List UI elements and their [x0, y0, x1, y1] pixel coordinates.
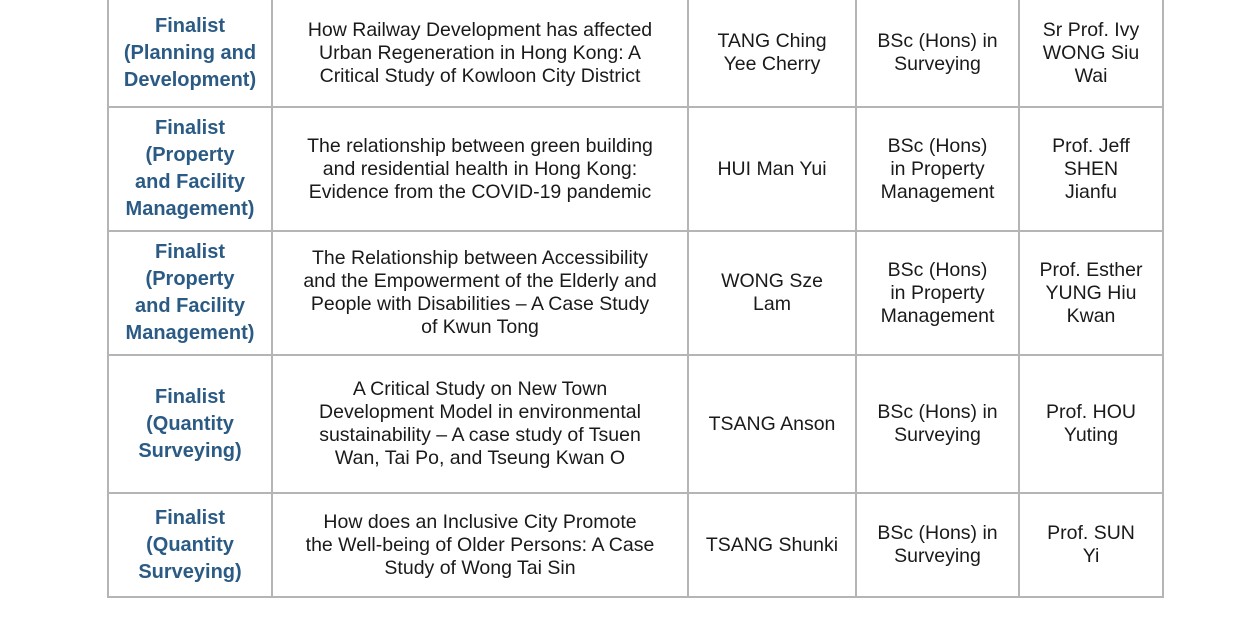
award-line: Management) [125, 198, 255, 220]
award-cell [108, 493, 272, 597]
award-line: Management) [125, 322, 255, 344]
supervisor-line: Wai [1074, 64, 1108, 87]
student-line: Lam [753, 293, 791, 315]
awards-table-body [108, 0, 1163, 597]
award-line: Finalist [154, 506, 225, 529]
supervisor-line: Prof. Jeff [1052, 134, 1130, 157]
supervisor-cell [1019, 493, 1163, 597]
project-title-cell [272, 107, 688, 231]
title-line: A Critical Study on New Town [352, 378, 608, 400]
supervisor-cell [1019, 107, 1163, 231]
award-line: Development) [123, 68, 257, 91]
title-line: Evidence from the COVID-19 pandemic [308, 180, 652, 203]
title-line: People with Disabilities – A Case Study [310, 293, 650, 315]
project-title-cell [272, 355, 688, 493]
supervisor-line: Sr Prof. Ivy [1042, 18, 1140, 41]
programme-cell [856, 231, 1019, 355]
supervisor-line: Prof. HOU [1046, 401, 1136, 423]
programme-line: BSc (Hons) in [877, 401, 998, 423]
project-title-cell [272, 0, 688, 107]
programme-cell [856, 0, 1019, 107]
programme-line: Surveying [894, 424, 981, 446]
programme-cell [856, 493, 1019, 597]
student-line: TANG Ching [717, 30, 827, 52]
student-name-cell [688, 493, 856, 597]
student-line: TSANG Anson [708, 412, 836, 435]
title-line: and residential health in Hong Kong: [322, 157, 638, 180]
title-line: Development Model in environmental [319, 401, 641, 423]
programme-line: Management [880, 304, 995, 327]
student-line: TSANG Shunki [705, 533, 839, 556]
student-name-cell [688, 0, 856, 107]
award-line: Finalist [154, 117, 225, 139]
supervisor-cell [1019, 0, 1163, 107]
title-line: Urban Regeneration in Hong Kong: A [319, 41, 641, 64]
programme-line: Surveying [894, 545, 981, 567]
title-line: of Kwun Tong [421, 316, 539, 338]
title-line: How Railway Development has affected [307, 18, 653, 41]
award-cell [108, 231, 272, 355]
supervisor-line: SHEN [1063, 157, 1119, 180]
project-title-cell [272, 231, 688, 355]
supervisor-cell [1019, 355, 1163, 493]
programme-line: in Property [890, 157, 985, 180]
programme-line: Surveying [894, 53, 981, 75]
programme-line: BSc (Hons) [887, 258, 988, 281]
supervisor-line: Yi [1082, 545, 1100, 567]
title-line: the Well-being of Older Persons: A Case [305, 533, 655, 556]
award-line: (Property [145, 144, 235, 166]
award-line: Finalist [154, 14, 225, 37]
award-line: Surveying) [138, 560, 242, 583]
title-line: and the Empowerment of the Elderly and [303, 270, 657, 292]
awards-table [107, 0, 1164, 598]
student-name-cell [688, 231, 856, 355]
project-title-cell [272, 493, 688, 597]
programme-line: in Property [890, 281, 985, 304]
award-line: and Facility [134, 295, 246, 317]
student-name-cell [688, 107, 856, 231]
award-line: Finalist [154, 385, 225, 408]
award-cell [108, 355, 272, 493]
award-line: Finalist [154, 241, 225, 263]
award-line: (Quantity [146, 533, 234, 556]
programme-cell [856, 107, 1019, 231]
supervisor-line: Prof. SUN [1047, 522, 1135, 544]
student-line: WONG Sze [721, 270, 823, 292]
student-line: HUI Man Yui [717, 157, 827, 180]
supervisor-line: Yuting [1063, 424, 1119, 446]
supervisor-line: YUNG Hiu [1045, 281, 1137, 304]
table-row [108, 107, 1163, 231]
award-cell [108, 107, 272, 231]
title-line: How does an Inclusive City Promote [323, 510, 637, 533]
student-name-cell [688, 355, 856, 493]
supervisor-line: Kwan [1066, 304, 1116, 327]
supervisor-cell [1019, 231, 1163, 355]
programme-line: BSc (Hons) in [877, 30, 998, 52]
award-line: (Property [145, 268, 235, 290]
table-row [108, 355, 1163, 493]
student-line: Yee Cherry [723, 53, 821, 75]
programme-line: BSc (Hons) [887, 134, 988, 157]
title-line: The Relationship between Accessibility [311, 247, 648, 269]
supervisor-line: Jianfu [1064, 180, 1118, 203]
award-line: (Planning and [123, 41, 257, 64]
table-row [108, 0, 1163, 107]
award-cell [108, 0, 272, 107]
award-line: Surveying) [138, 439, 242, 462]
award-line: (Quantity [146, 412, 234, 435]
title-line: Wan, Tai Po, and Tseung Kwan O [334, 447, 626, 469]
programme-line: Management [880, 180, 995, 203]
title-line: Study of Wong Tai Sin [384, 556, 576, 579]
award-line: and Facility [134, 171, 246, 193]
title-line: Critical Study of Kowloon City District [319, 64, 641, 87]
supervisor-line: WONG Siu [1042, 41, 1140, 64]
table-row [108, 493, 1163, 597]
programme-cell [856, 355, 1019, 493]
programme-line: BSc (Hons) in [877, 522, 998, 544]
title-line: The relationship between green building [307, 134, 653, 157]
table-row [108, 231, 1163, 355]
supervisor-line: Prof. Esther [1039, 258, 1143, 281]
title-line: sustainability – A case study of Tsuen [319, 424, 641, 446]
